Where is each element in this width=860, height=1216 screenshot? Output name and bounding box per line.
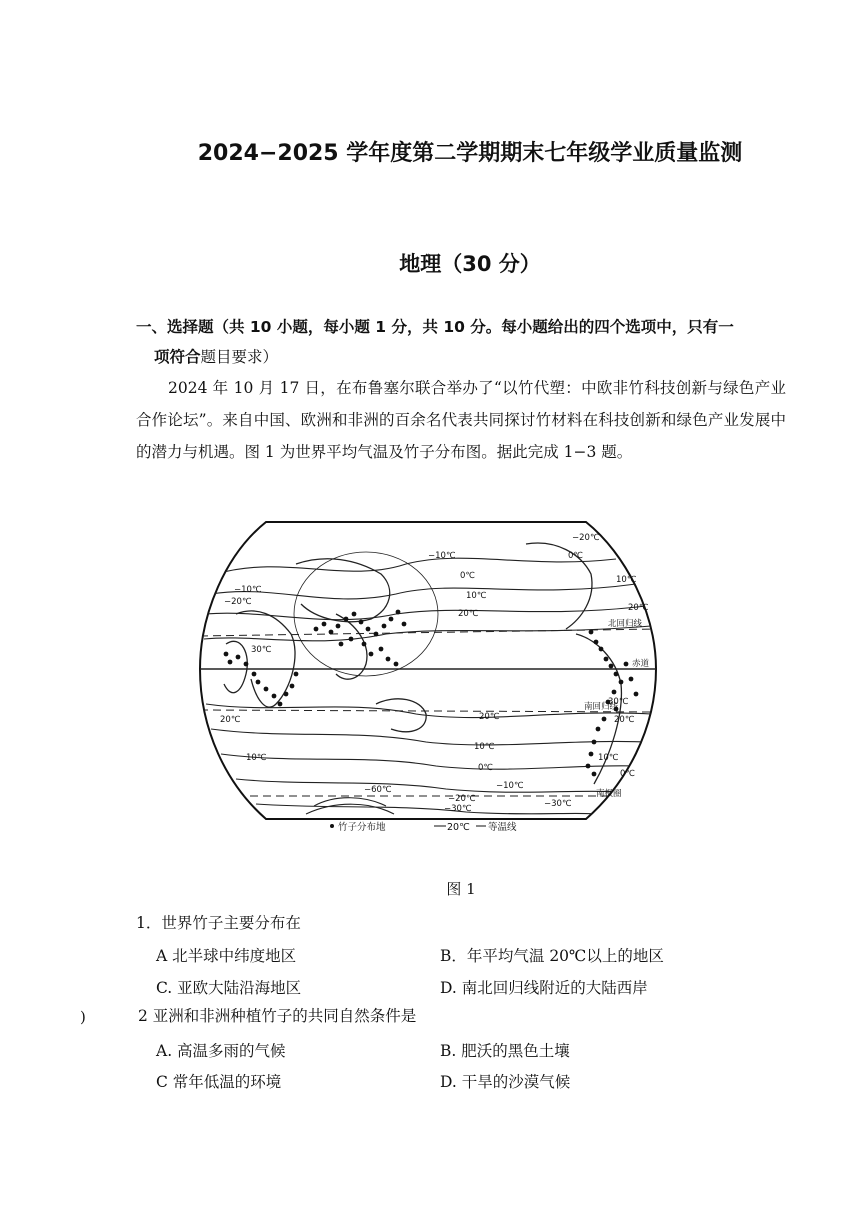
isotherm-label: −30℃ xyxy=(444,804,472,814)
isotherm-label: 30℃ xyxy=(251,645,272,655)
antarctic-circle-label: 南极圈 xyxy=(596,789,622,799)
question-2-option-d: D. 干旱的沙漠气候 xyxy=(440,1073,571,1091)
isotherm-label: −20℃ xyxy=(224,597,252,607)
world-temperature-bamboo-map xyxy=(196,514,658,842)
isotherm-label: −10℃ xyxy=(428,551,456,561)
isotherm-label: −20℃ xyxy=(448,794,476,804)
isotherm-label: 10℃ xyxy=(466,591,487,601)
isotherm-label: 20℃ xyxy=(614,715,635,725)
intro-paragraph: 2024 年 10 月 17 日，在布鲁塞尔联合举办了“以竹代塑：中欧非竹科技创新与绿色产业合作论坛”。来自中国、欧洲和非洲的百余名代表共同探讨竹材料在科技创新和绿色产业发展中的潜力与机遇。图 1 为世界平均气温及竹子分布图。据此完成 1−3 题。 xyxy=(136,379,786,461)
isotherm-label: 0℃ xyxy=(568,551,583,561)
subject-title: 地理（30 分） xyxy=(399,252,541,276)
isotherm-label: −10℃ xyxy=(496,781,524,791)
question-1-stem: 1．世界竹子主要分布在 xyxy=(136,914,301,932)
isotherm-label: 20℃ xyxy=(628,603,649,613)
question-1-option-a: A 北半球中纬度地区 xyxy=(156,947,297,965)
tropic-north-label: 北回归线 xyxy=(608,619,643,629)
question-1-option-c: C. 亚欧大陆沿海地区 xyxy=(156,979,302,997)
isotherm-label: 10℃ xyxy=(616,575,637,585)
isotherm-label: 30℃ xyxy=(608,697,629,707)
isotherm-label: −30℃ xyxy=(544,799,572,809)
equator-label: 赤道 xyxy=(632,659,650,669)
isotherm-label: −20℃ xyxy=(572,533,600,543)
page-title: 2024−2025 学年度第二学期期末七年级学业质量监测 xyxy=(197,141,743,166)
isotherm-label: 10℃ xyxy=(598,753,619,763)
isotherm-label: 20℃ xyxy=(479,712,500,722)
isotherm-label: 10℃ xyxy=(474,742,495,752)
section-heading xyxy=(136,312,796,372)
section-heading-line2-rest: 题目要求） xyxy=(200,348,279,366)
legend-bamboo: 竹子分布地 xyxy=(338,822,386,833)
isotherm-label: 20℃ xyxy=(458,609,479,619)
isotherm-label: 0℃ xyxy=(460,571,475,581)
question-2-stem: 2 亚洲和非洲种植竹子的共同自然条件是 xyxy=(138,1007,417,1025)
isotherm-label: −60℃ xyxy=(364,785,392,795)
stray-bracket: ) xyxy=(80,1008,86,1026)
question-1-option-b: B．年平均气温 20℃以上的地区 xyxy=(440,947,664,965)
question-2-option-c: C 常年低温的环境 xyxy=(156,1073,282,1091)
question-1-option-d: D. 南北回归线附近的大陆西岸 xyxy=(440,979,648,997)
section-heading-line2-bold: 项符合 xyxy=(154,348,201,366)
isotherm-label: 0℃ xyxy=(478,763,493,773)
question-2-option-a: A. 高温多雨的气候 xyxy=(156,1042,286,1060)
figure-caption: 图 1 xyxy=(446,880,476,898)
legend-isotherm: 等温线 xyxy=(488,822,517,833)
isotherm-label: 10℃ xyxy=(246,753,267,763)
legend-isotherm-value: 20℃ xyxy=(447,822,470,833)
question-2-option-b: B. 肥沃的黑色土壤 xyxy=(440,1042,570,1060)
section-heading-line1: 一、选择题（共 10 小题，每小题 1 分，共 10 分。每小题给出的四个选项中，只有一 xyxy=(136,318,734,336)
tropic-south-label: 南回归线 xyxy=(584,702,619,712)
isotherm-label: −10℃ xyxy=(234,585,262,595)
isotherm-label: 0℃ xyxy=(620,769,635,779)
isotherm-label: 20℃ xyxy=(220,715,241,725)
map-legend xyxy=(330,821,517,833)
